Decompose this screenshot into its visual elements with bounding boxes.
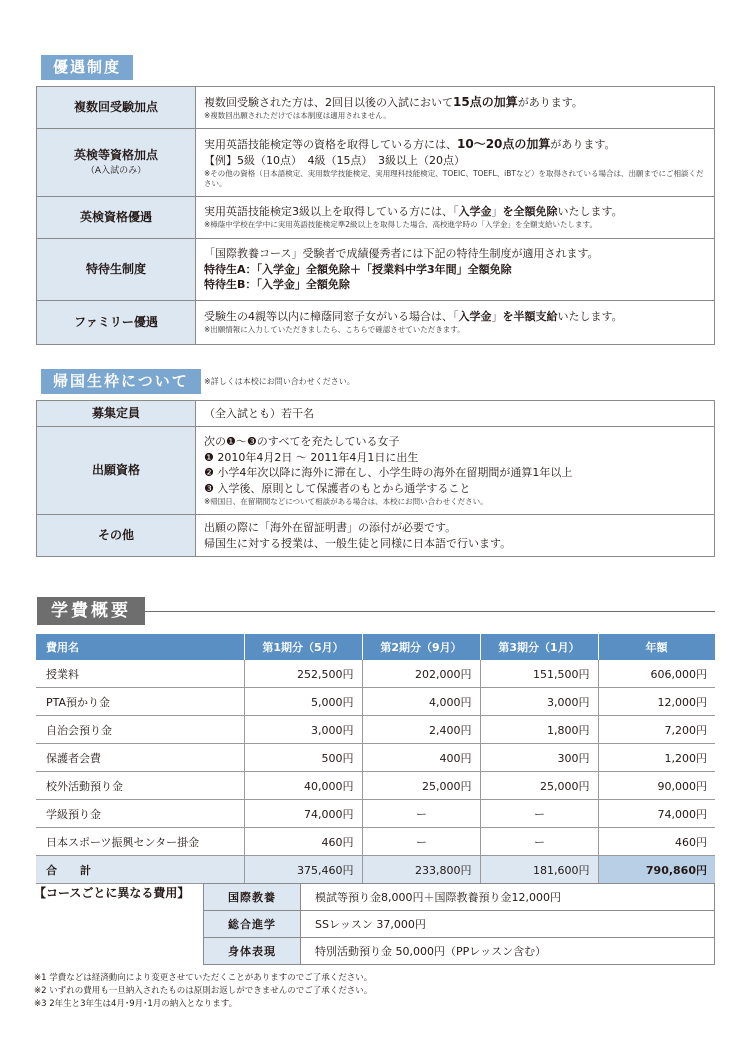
note: ※帰国日、在留期間などについて相談がある場合は、本校にお問い合わせください。 xyxy=(204,497,488,507)
section-title-kikoku: 帰国生枠について xyxy=(41,369,201,394)
fee-header: 第1期分（5月） xyxy=(244,634,362,660)
fee-name: 校外活動預り金 xyxy=(36,772,244,800)
course-title: 【コースごとに異なる費用】 xyxy=(34,886,190,900)
table-row: 英検等資格加点 （A入試のみ） 実用英語技能検定等の資格を取得している方には、10〜20点の加算があります。 【例】5級（10点） 4級（15点） 3級以上（20点） ※その他の資格（日本語検定、実用数学技能検定、実用理科技能検定、TOEIC、TOEFL、iBTなど）を取得されている場合は、出願までにご相談ください。 xyxy=(37,129,715,197)
fee-header: 第2期分（9月） xyxy=(362,634,480,660)
table-row xyxy=(204,938,715,965)
fee-name: 自治会預り金 xyxy=(36,716,244,744)
note: ※樟蔭中学校在学中に実用英語技能検定準2級以上を取得した場合、高校進学時の「入学金」を全額支給いたします。 xyxy=(204,220,597,230)
row-label: 募集定員 xyxy=(37,401,196,427)
footnotes xyxy=(34,972,372,1010)
section-title-fees: 学費概要 xyxy=(37,597,145,625)
course-value: 模試等預り金8,000円＋国際教養預り金12,000円 xyxy=(301,884,715,911)
footnote: ※3 2年生と3年生は4月･9月･1月の納入となります。 xyxy=(34,998,238,1009)
fee-header: 第3期分（1月） xyxy=(480,634,598,660)
yugu-table xyxy=(36,86,715,345)
fee-name: 日本スポーツ振興センター掛金 xyxy=(36,828,244,856)
table-row: 複数回受験加点 複数回受験された方は、2回目以後の入試において15点の加算があります。 ※複数回出願されただけでは本制度は適用されません。 xyxy=(37,87,715,129)
footnote: ※1 学費などは経済動向により変更させていただくことがありますのでご了承ください。 xyxy=(34,973,373,983)
note: ※その他の資格（日本語検定、実用数学技能検定、実用理科技能検定、TOEIC、TOEFL、iBTなど）を取得されている場合は、出願までにご相談ください。 xyxy=(204,169,704,189)
table-row xyxy=(204,884,715,911)
row-sublabel: （A入試のみ） xyxy=(85,165,147,176)
table-row: 出願資格 次の❶〜❸のすべてを充たしている女子 ❶ 2010年4月2日 ～ 2011年4月1日に出生 ❷ 小学4年次以降に海外に滞在し、小学生時の海外在留期間が通算1年以上 ❸ 入学後、原則として保護者のもとから通学すること ※帰国日、在留期間などについて相談がある場合は、本校にお問い合わせください。 xyxy=(37,427,715,515)
table-row: その他 出願の際に「海外在留証明書」の添付が必要です。 帰国生に対する授業は、一般生徒と同様に日本語で行います。 xyxy=(37,515,715,557)
fee-header: 年額 xyxy=(598,634,715,660)
total-label: 合 計 xyxy=(36,856,244,884)
fee-name: 保護者会費 xyxy=(36,744,244,772)
table-row: 英検資格優遇 実用英語技能検定3級以上を取得している方には、「入学金」を全額免除いたします。 ※樟蔭中学校在学中に実用英語技能検定準2級以上を取得した場合、高校進学時の「入学金」を全額支給いたします。 xyxy=(37,197,715,239)
kikoku-table xyxy=(36,400,715,557)
table-row xyxy=(204,911,715,938)
table-row: 特待生制度 「国際教養コース」受験者で成績優秀者には下記の特待生制度が適用されます。 特待生A：「入学金」全額免除＋「授業料中学3年間」全額免除 特待生B：「入学金」全額免除 xyxy=(37,239,715,301)
row-label: 英検資格優遇 xyxy=(37,197,196,239)
row-label: 複数回受験加点 xyxy=(37,87,196,129)
fee-name: 学級預り金 xyxy=(36,800,244,828)
section-title-yugu: 優遇制度 xyxy=(41,55,133,80)
course-label: 国際教養 xyxy=(204,884,301,911)
table-row: 保護者会費 500円 400円 300円 1,200円 xyxy=(36,744,715,772)
total-row: 合 計 375,460円 233,800円 181,600円 790,860円 xyxy=(36,856,715,884)
footnote: ※2 いずれの費用も一旦納入されたものは原則お返しができませんのでご了承ください。 xyxy=(34,985,373,996)
row-label: 出願資格 xyxy=(37,427,196,515)
fee-header: 費用名 xyxy=(36,634,244,660)
row-label: ファミリー優遇 xyxy=(37,301,196,345)
course-label: 総合進学 xyxy=(204,911,301,938)
course-value: 特別活動預り金 50,000円（PPレッスン含む） xyxy=(301,938,715,965)
grand-total: 790,860円 xyxy=(598,856,715,884)
fee-table xyxy=(36,634,716,884)
table-row: 募集定員 （全入試とも）若干名 xyxy=(37,401,715,427)
fee-header-row xyxy=(36,634,715,660)
row-label: その他 xyxy=(37,515,196,557)
row-label: 特待生制度 xyxy=(37,239,196,301)
fee-name: 授業料 xyxy=(36,660,244,688)
note: ※出願情報に入力していただきましたら、こちらで確認させていただきます。 xyxy=(204,325,465,335)
table-row: 校外活動預り金 40,000円 25,000円 25,000円 90,000円 xyxy=(36,772,715,800)
table-row: 学級預り金 74,000円 ー ー 74,000円 xyxy=(36,800,715,828)
table-row: 日本スポーツ振興センター掛金 460円 ー ー 460円 xyxy=(36,828,715,856)
divider xyxy=(143,611,715,612)
note: ※複数回出願されただけでは本制度は適用されません。 xyxy=(204,111,391,121)
course-value: SSレッスン 37,000円 xyxy=(301,911,715,938)
kikoku-aside: ※詳しくは本校にお問い合わせください。 xyxy=(204,377,355,386)
row-label: 英検等資格加点 xyxy=(73,148,158,163)
table-row: ファミリー優遇 受験生の4親等以内に樟蔭同窓子女がいる場合は、「入学金」を半額支給いたします。 ※出願情報に入力していただきましたら、こちらで確認させていただきます。 xyxy=(37,301,715,345)
fee-name: PTA預かり金 xyxy=(36,688,244,716)
course-label: 身体表現 xyxy=(204,938,301,965)
table-row: PTA預かり金 5,000円 4,000円 3,000円 12,000円 xyxy=(36,688,715,716)
course-table xyxy=(203,883,715,965)
table-row: 自治会預り金 3,000円 2,400円 1,800円 7,200円 xyxy=(36,716,715,744)
table-row: 授業料 252,500円 202,000円 151,500円 606,000円 xyxy=(36,660,715,688)
